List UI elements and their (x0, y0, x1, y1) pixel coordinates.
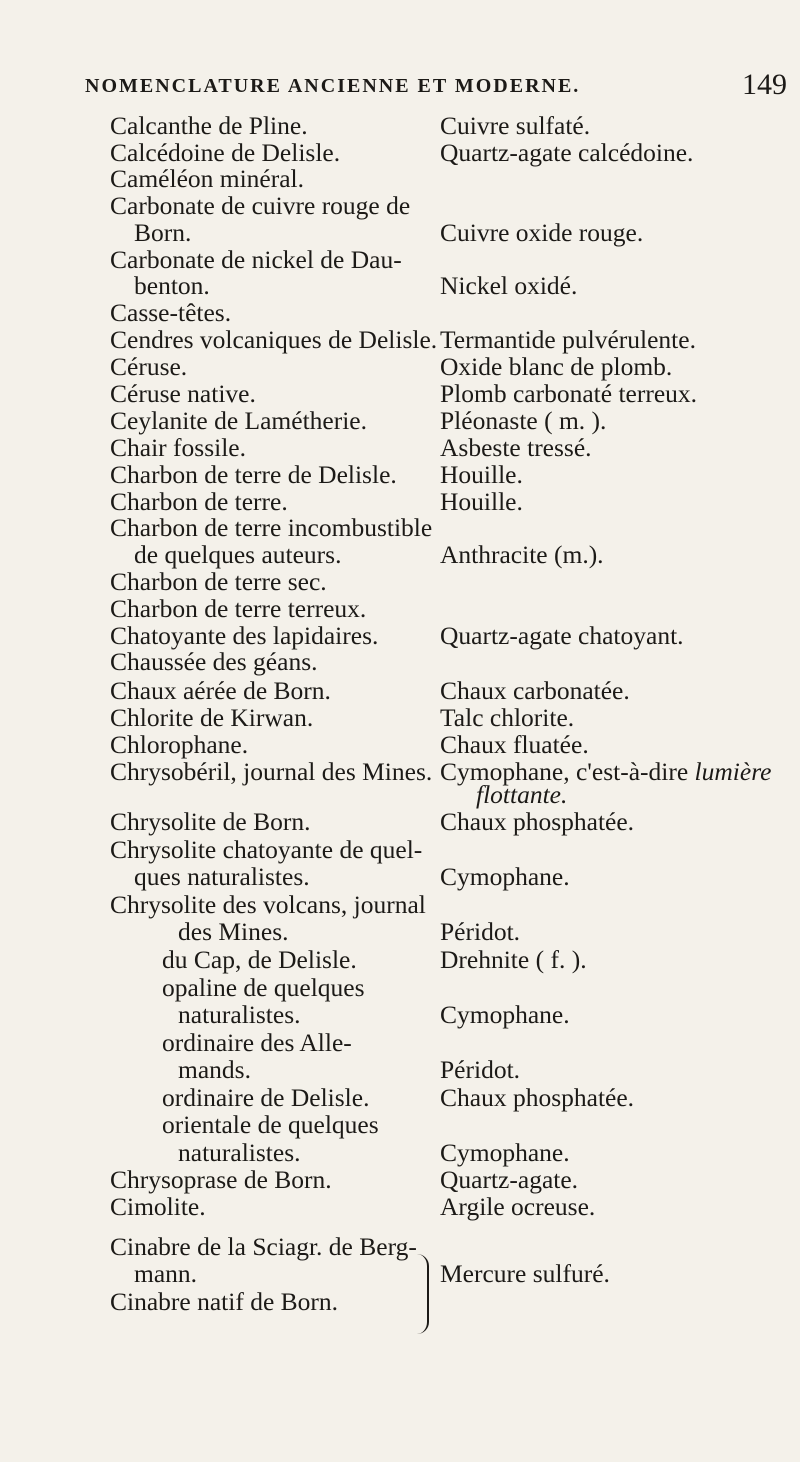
old-name: Charbon de terre terreux. (110, 594, 367, 623)
new-name: Anthracite (m.). (440, 540, 604, 569)
old-name: Céruse. (110, 352, 188, 381)
new-name: Quartz-agate calcédoine. (440, 138, 694, 167)
old-name: Carbonate de nickel de Dau- (110, 245, 402, 274)
old-name: Cendres volcaniques de Delisle. (110, 325, 438, 354)
old-name: naturalistes. (178, 1138, 301, 1167)
new-name: Houille. (440, 460, 523, 489)
old-name: Carbonate de cuivre rouge de (110, 191, 411, 220)
grouping-brace (415, 1254, 429, 1334)
old-name: Chlorophane. (110, 730, 249, 759)
new-name: Termantide pulvérulente. (440, 325, 696, 354)
old-name: Ceylanite de Lamétherie. (110, 406, 368, 435)
new-name: Chaux carbonatée. (440, 676, 630, 705)
new-name: Talc chlorite. (440, 703, 575, 732)
new-name: Plomb carbonaté terreux. (440, 379, 698, 408)
new-name: Houille. (440, 487, 523, 516)
new-name: Cymophane. (440, 862, 570, 891)
old-name: Charbon de terre. (110, 487, 288, 516)
old-name: Charbon de terre de Delisle. (110, 460, 397, 489)
new-name-italic: lumière (694, 757, 772, 786)
new-name: Asbeste tressé. (440, 433, 592, 462)
running-title: NOMENCLATURE ANCIENNE ET MODERNE. (85, 75, 581, 97)
new-name-continuation: flottante. (476, 780, 568, 809)
old-name: Chair fossile. (110, 433, 246, 462)
old-name: de quelques auteurs. (134, 540, 342, 569)
new-name: Nickel oxidé. (440, 271, 578, 300)
old-name: Chrysolite de Born. (110, 807, 311, 836)
old-name: Caméléon minéral. (110, 164, 305, 193)
new-name: Péridot. (440, 917, 521, 946)
new-name: Argile ocreuse. (440, 1192, 596, 1221)
old-name: Chlorite de Kirwan. (110, 703, 314, 732)
old-name: Chrysolite des volcans, journal (110, 890, 426, 919)
old-name: Chrysobéril, journal des Mines. (110, 757, 433, 786)
old-name: Chrysoprase de Born. (110, 1165, 332, 1194)
old-name: mann. (134, 1259, 198, 1288)
old-name: Calcanthe de Pline. (110, 111, 308, 140)
old-name: ordinaire des Alle- (162, 1028, 352, 1057)
old-name: Calcédoine de Delisle. (110, 138, 341, 167)
old-name: ordinaire de Delisle. (162, 1083, 370, 1112)
old-name: opaline de quelques (162, 973, 365, 1002)
old-name: benton. (134, 271, 210, 300)
new-name: Péridot. (440, 1055, 521, 1084)
new-name: Chaux phosphatée. (440, 1083, 635, 1112)
new-name: Mercure sulfuré. (440, 1259, 610, 1288)
new-name-text: Cymophane, c'est-à-dire (440, 757, 689, 786)
old-name: des Mines. (178, 917, 289, 946)
old-name: du Cap, de Delisle. (162, 945, 357, 974)
old-name: Cinabre de la Sciagr. de Berg- (110, 1232, 417, 1261)
new-name: Cuivre sulfaté. (440, 111, 591, 140)
old-name: Cimolite. (110, 1192, 206, 1221)
old-name: Chatoyante des lapidaires. (110, 621, 379, 650)
new-name: Quartz-agate chatoyant. (440, 621, 684, 650)
old-name: Chaussée des géans. (110, 647, 318, 676)
new-name: Chaux phosphatée. (440, 807, 635, 836)
new-name: Drehnite ( f. ). (440, 945, 587, 974)
new-name: Cuivre oxide rouge. (440, 218, 644, 247)
old-name: Charbon de terre incombustible (110, 513, 433, 542)
old-name: orientale de quelques (162, 1110, 379, 1139)
old-name: Chrysolite chatoyante de quel- (110, 835, 423, 864)
old-name: Chaux aérée de Born. (110, 676, 331, 705)
old-name: naturalistes. (178, 1000, 301, 1029)
new-name: Quartz-agate. (440, 1165, 579, 1194)
new-name: Oxide blanc de plomb. (440, 352, 673, 381)
old-name: Céruse native. (110, 379, 256, 408)
old-name: Charbon de terre sec. (110, 567, 327, 596)
new-name: Chaux fluatée. (440, 730, 589, 759)
new-name: Cymophane. (440, 1138, 570, 1167)
old-name: Born. (134, 218, 192, 247)
new-name: Pléonaste ( m. ). (440, 406, 607, 435)
old-name: Cinabre natif de Born. (110, 1287, 339, 1316)
page-number: 149 (742, 68, 787, 101)
new-name: Cymophane. (440, 1000, 570, 1029)
old-name: ques naturalistes. (134, 862, 310, 891)
old-name: Casse-têtes. (110, 298, 232, 327)
old-name: mands. (178, 1055, 251, 1084)
